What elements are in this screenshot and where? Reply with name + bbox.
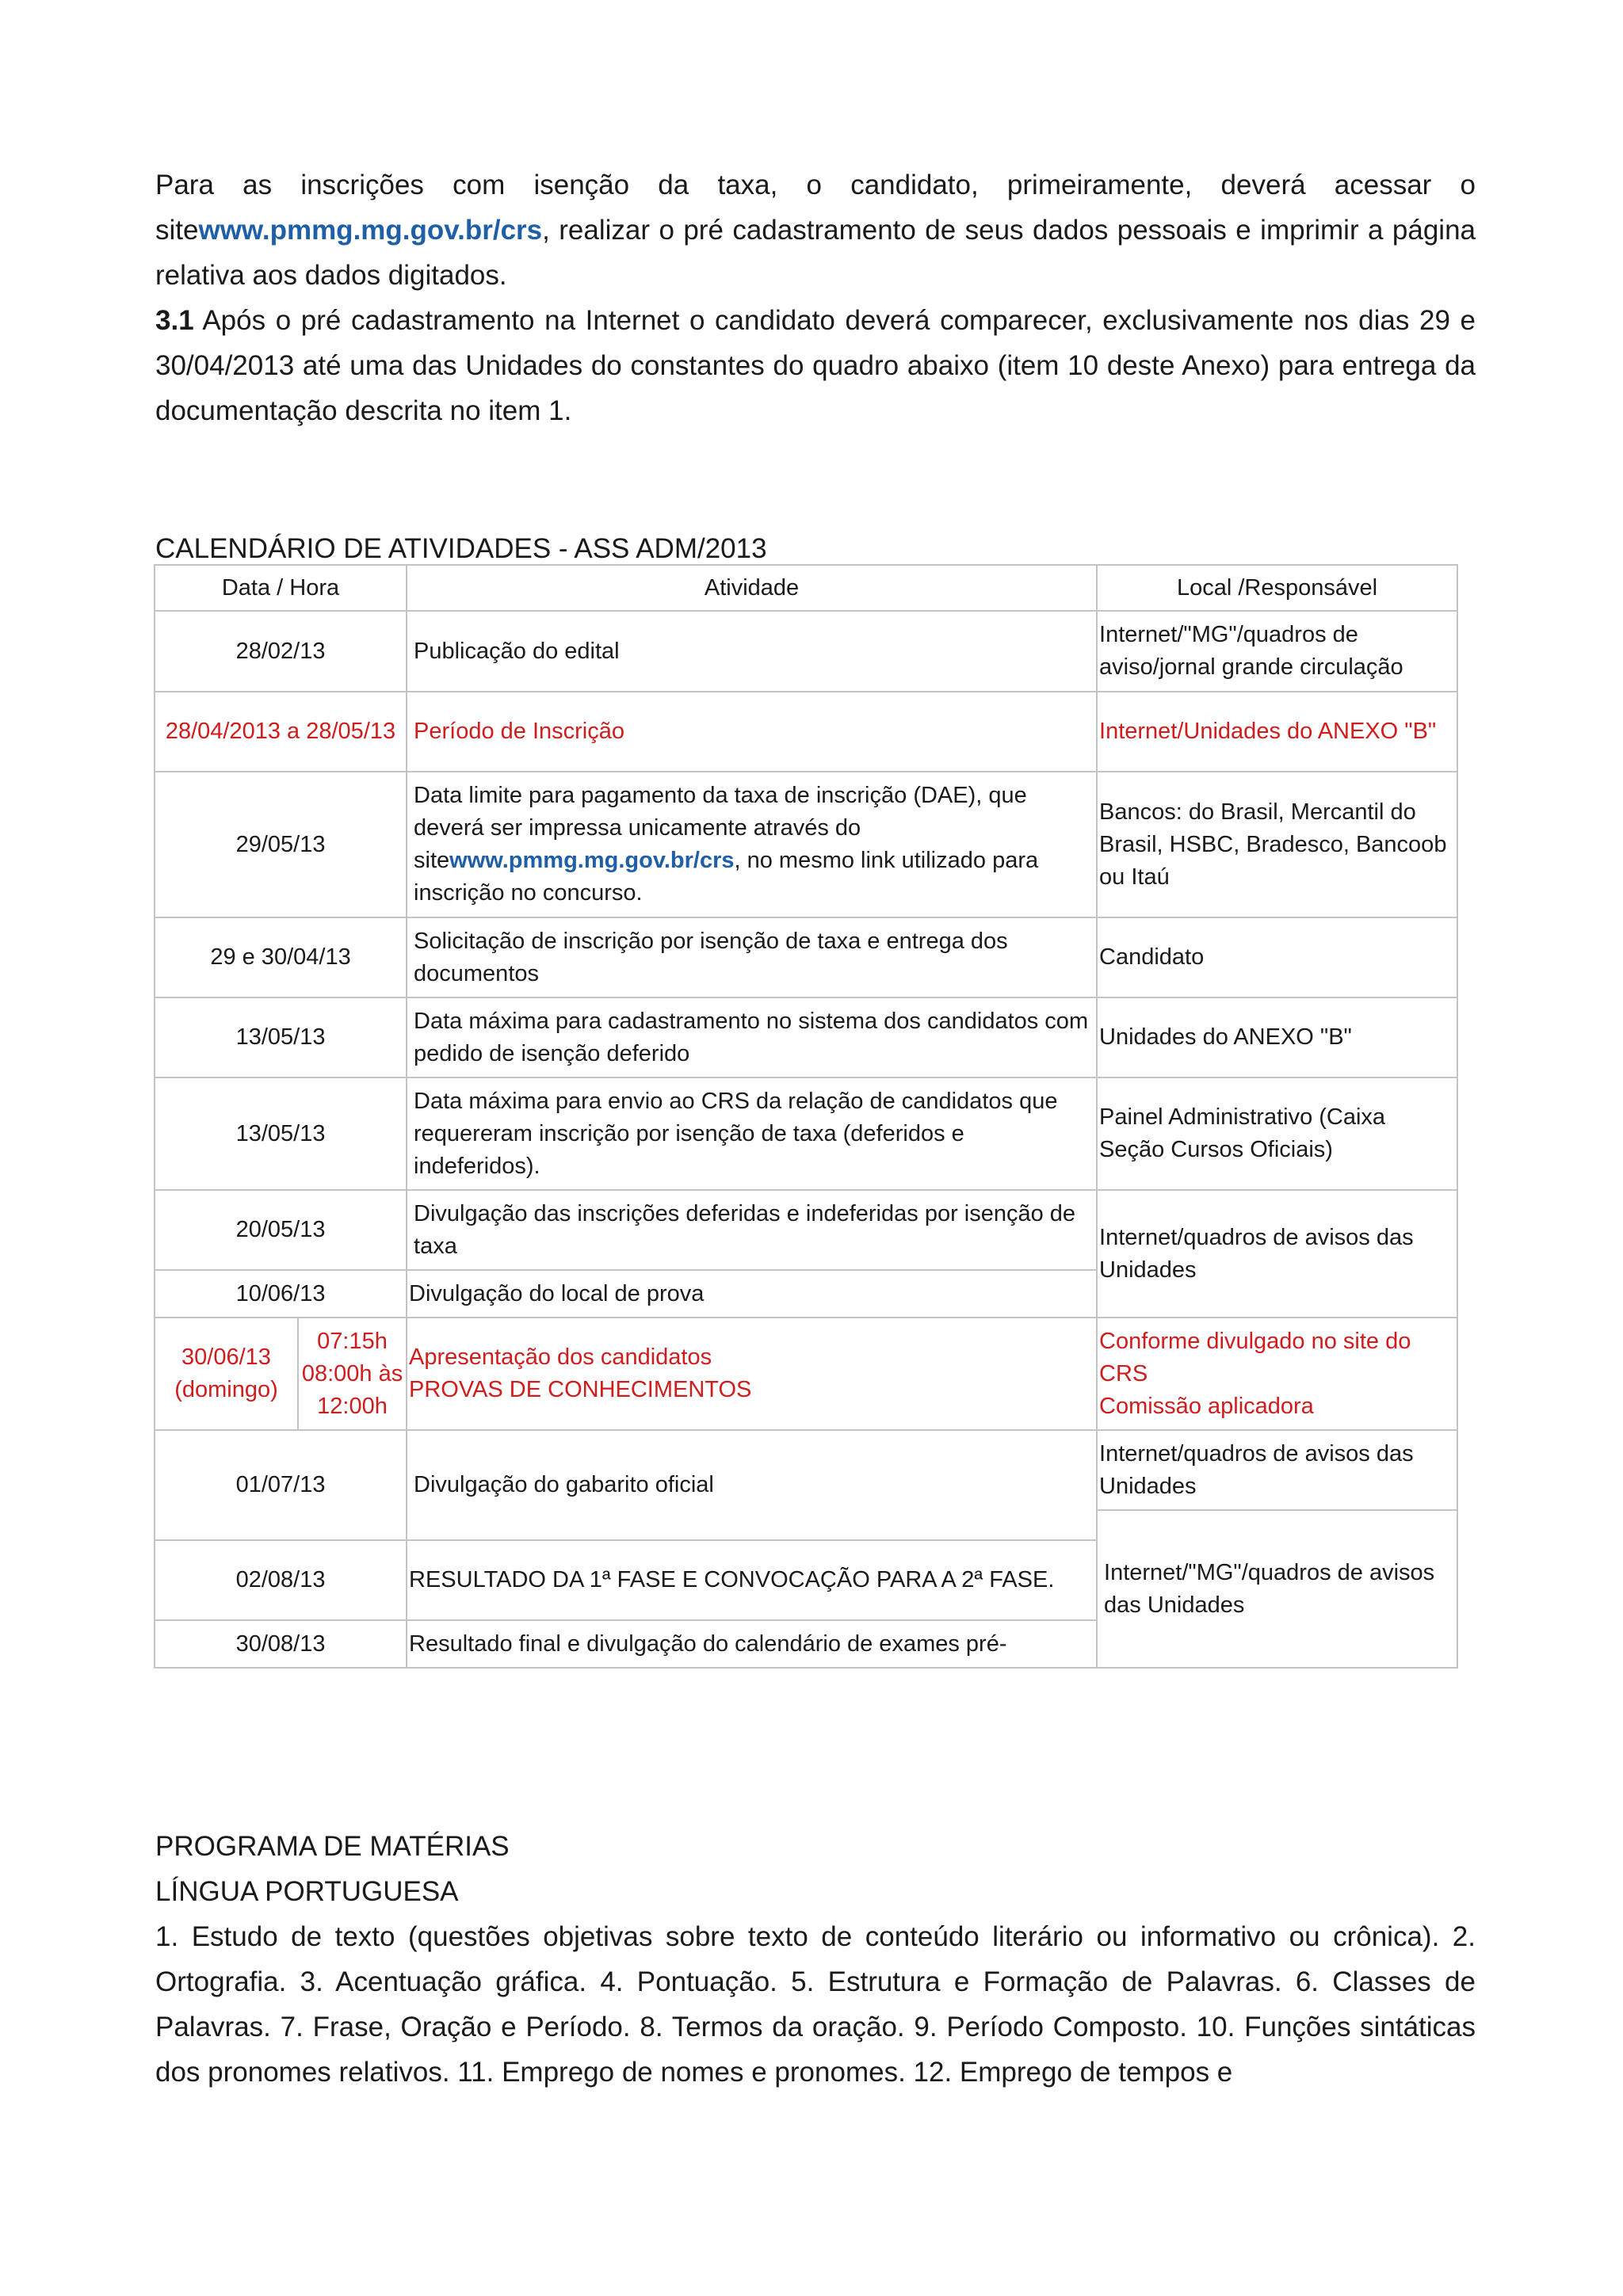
table-row: [155, 1077, 1457, 1190]
local-cell: Internet/quadros de avisos das Unidades: [1097, 1190, 1457, 1318]
table-row: [155, 772, 1457, 917]
header-activity: Atividade: [407, 565, 1097, 611]
local-cell: Painel Administrativo (Caixa Seção Cursos Oficiais): [1097, 1077, 1457, 1190]
programa-paragraph: 1. Estudo de texto (questões objetivas sobre texto de conteúdo literário ou informativo ou crônica). 2. Ortografia. 3. Acentuação gráfica. 4. Pontuação. 5. Estrutura e Formação de Palavras. 6. Classes de Palavras. 7. Frase, Oração e Período. 8. Termos da oração. 9. Período Composto. 10. Funções sintáticas dos pronomes relativos. 11. Emprego de nomes e pronomes. 12. Emprego de tempos e: [155, 1921, 1476, 2088]
activity-cell: [407, 772, 1097, 917]
local-line: Comissão aplicadora: [1099, 1393, 1314, 1419]
activity-cell: Data máxima para cadastramento no sistema dos candidatos com pedido de isenção deferido: [407, 997, 1097, 1077]
activity-cell: Resultado final e divulgação do calendário de exames pré-: [407, 1620, 1097, 1668]
section-3-1-text: Após o pré cadastramento na Internet o candidato deverá comparecer, exclusivamente nos dias 29 e 30/04/2013 até uma das Unidades do constantes do quadro abaixo (item 10 deste Anexo) para entrega da documentação descrita no item 1.: [155, 305, 1476, 426]
table-row: [155, 611, 1457, 692]
table-row: [155, 1430, 1457, 1510]
intro-text-cont: , realizar o pré cadastramento de seus dados pessoais e imprimir a página relativa aos dados digitados.: [155, 215, 1476, 291]
date-cell: 10/06/13: [155, 1270, 407, 1318]
date-cell: 13/05/13: [155, 997, 407, 1077]
local-cell: Internet/quadros de avisos das Unidades: [1097, 1430, 1457, 1510]
section-number: 3.1: [155, 305, 194, 336]
activity-cell: Solicitação de inscrição por isenção de taxa e entrega dos documentos: [407, 917, 1097, 997]
local-cell: [1097, 1318, 1457, 1430]
activity-cell: Divulgação do gabarito oficial: [407, 1430, 1097, 1540]
date-cell: 02/08/13: [155, 1540, 407, 1620]
header-local: Local /Responsável: [1097, 565, 1457, 611]
table-row: [155, 692, 1457, 772]
activity-text-cont: , no mesmo link utilizado para inscrição no concurso.: [414, 848, 1039, 906]
activity-cell: Divulgação das inscrições deferidas e indeferidas por isenção de taxa: [407, 1190, 1097, 1270]
table-row: [155, 917, 1457, 997]
header-date: Data / Hora: [155, 565, 407, 611]
date-cell: 13/05/13: [155, 1077, 407, 1190]
activity-cell: Data máxima para envio ao CRS da relação de candidatos que requereram inscrição por isenção de taxa (deferidos e indeferidos).: [407, 1077, 1097, 1190]
date-cell: 29 e 30/04/13: [155, 917, 407, 997]
local-cell: Unidades do ANEXO "B": [1097, 997, 1457, 1077]
activity-cell: Divulgação do local de prova: [407, 1270, 1097, 1318]
activity-cell: Período de Inscrição: [407, 692, 1097, 772]
activity-cell: RESULTADO DA 1ª FASE E CONVOCAÇÃO PARA A 2ª FASE.: [407, 1540, 1097, 1620]
activity-text: Data limite para pagamento da taxa de inscrição (DAE), que deverá ser impressa unicamente através do site: [414, 783, 1027, 873]
programa-title: PROGRAMA DE MATÉRIAS: [155, 1831, 510, 1862]
subject-title: LÍNGUA PORTUGUESA: [155, 1876, 459, 1907]
calendar-title: CALENDÁRIO DE ATIVIDADES - ASS ADM/2013: [155, 533, 767, 564]
local-line: Conforme divulgado no site do CRS: [1099, 1328, 1411, 1386]
local-cell: Internet/"MG"/quadros de aviso/jornal grande circulação: [1097, 611, 1457, 692]
date-cell: 01/07/13: [155, 1430, 407, 1540]
local-cell: Internet/Unidades do ANEXO "B": [1097, 692, 1457, 772]
section-3-1-paragraph: [155, 298, 1476, 433]
table-row: [155, 1318, 1457, 1430]
local-cell: Bancos: do Brasil, Mercantil do Brasil, HSBC, Bradesco, Bancoob ou Itaú: [1097, 772, 1457, 917]
date-cell: 20/05/13: [155, 1190, 407, 1270]
crs-site-link[interactable]: www.pmmg.mg.gov.br/crs: [198, 215, 543, 246]
local-cell: Candidato: [1097, 917, 1457, 997]
intro-text: Para as inscrições com isenção da taxa, o candidato, primeiramente, deverá acessar o site: [155, 170, 1476, 246]
activity-line: Apresentação dos candidatos: [409, 1344, 712, 1370]
date-cell: 28/04/2013 a 28/05/13: [155, 692, 407, 772]
time-cell: 07:15h 08:00h às 12:00h: [298, 1318, 407, 1430]
date-cell: 29/05/13: [155, 772, 407, 917]
date-cell: 30/06/13 (domingo): [155, 1318, 298, 1430]
activity-line: PROVAS DE CONHECIMENTOS: [409, 1377, 752, 1402]
table-header-row: [155, 565, 1457, 611]
table-row: [155, 1190, 1457, 1270]
activity-cell: [407, 1318, 1097, 1430]
calendar-table: [154, 564, 1458, 1669]
intro-paragraph: [155, 162, 1476, 298]
table-row: [155, 997, 1457, 1077]
local-cell: Internet/"MG"/quadros de avisos das Unidades: [1097, 1510, 1457, 1668]
date-cell: 30/08/13: [155, 1620, 407, 1668]
date-cell: 28/02/13: [155, 611, 407, 692]
activity-cell: Publicação do edital: [407, 611, 1097, 692]
crs-site-link[interactable]: www.pmmg.mg.gov.br/crs: [449, 848, 735, 873]
